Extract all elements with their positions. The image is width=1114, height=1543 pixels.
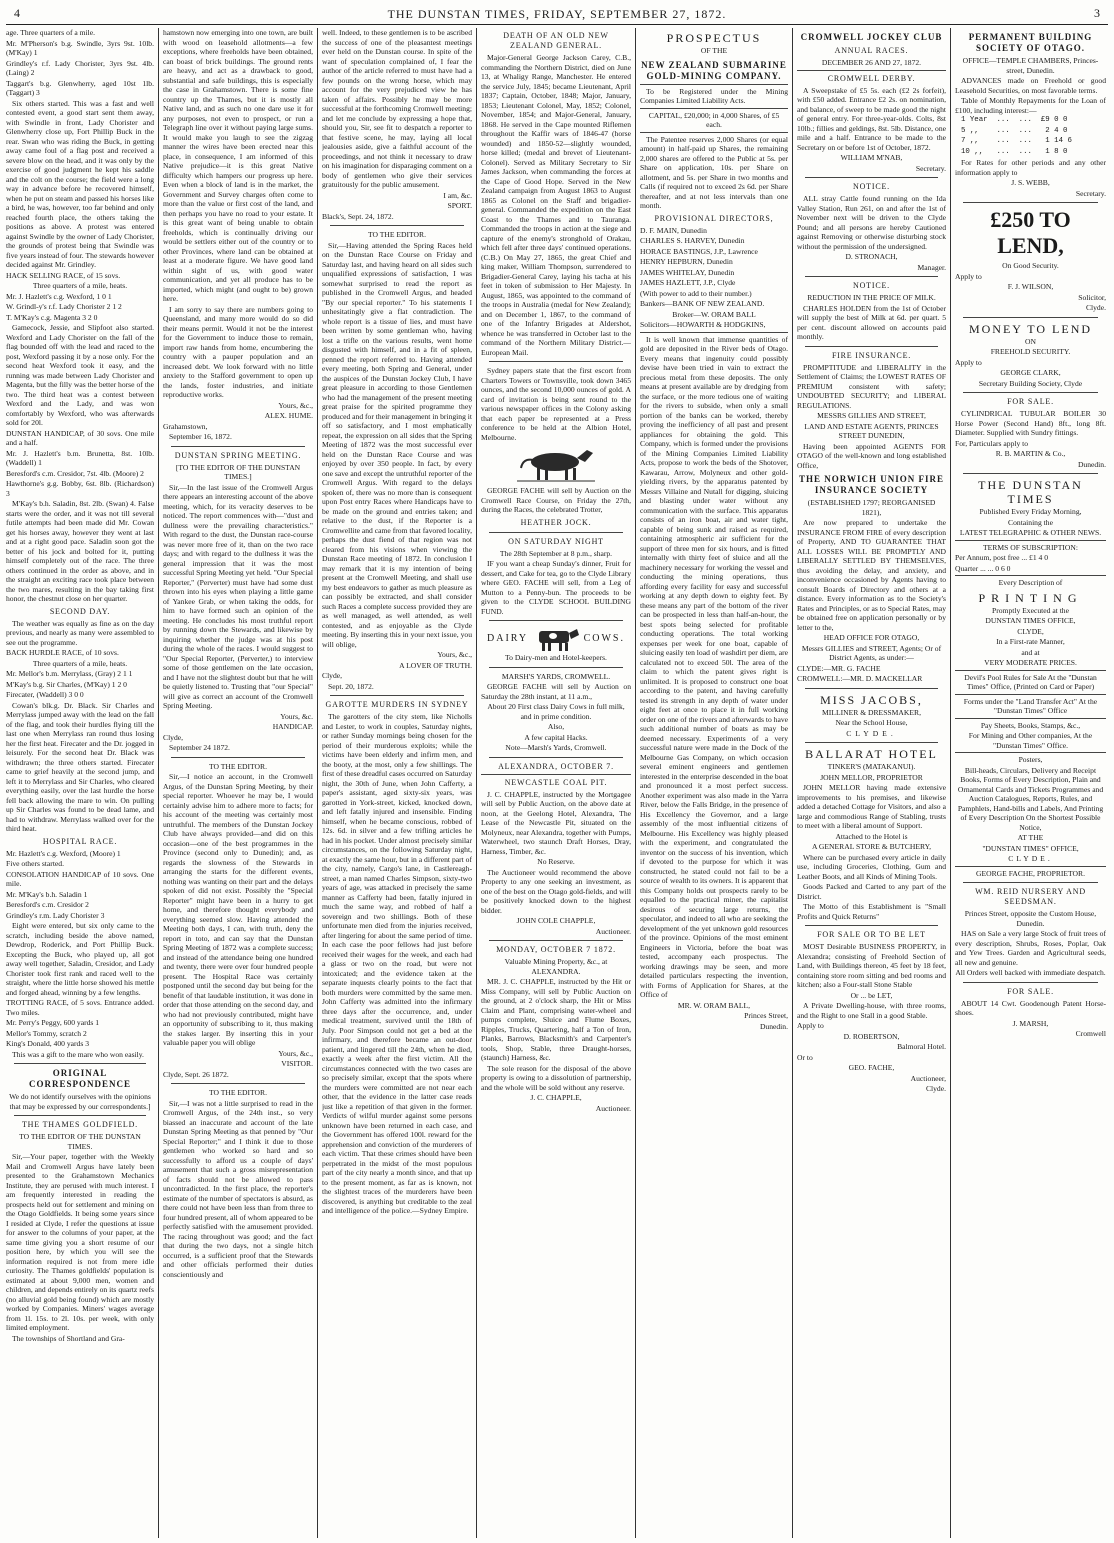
letter-body: I am sorry to say there are numbers going to Queensland, and many more would do so did their means permit. Would it not be the interest for the Government to induce those to remain, import raw hands from home, encumbering the country with a pauper population and an increased debt. We look forward with no little anxiety to the Stafford government to open up the lands, foster industries, and initiate reproductive works. — [163, 304, 313, 399]
divider — [955, 752, 1106, 753]
secretary-title: Secretary. — [915, 163, 946, 173]
column-rule — [476, 28, 477, 1538]
letter-sign: Yours, &c., — [437, 650, 472, 659]
race-entry: Mr. M'Kay's b.h. Saladin 1 — [6, 889, 88, 899]
ad-body: PROMPTITUDE and LIBERALITY in the Settlement of Claims; the LOWEST RATES OF PREMIUM consistent with safety; UNDOUBTED SECURITY; and LIBERAL REGULATIONS. — [797, 362, 946, 410]
divider — [171, 757, 305, 758]
divider — [489, 361, 623, 362]
subs-row: Quarter ... ... 0 6 0 — [955, 563, 1011, 573]
page-mark-right: 3 — [1094, 6, 1100, 20]
ad-heading: FOR SALE. — [1007, 986, 1054, 996]
agents-line: Messrs GILLIES and STREET, Agents; Or of District Agents, as under:— — [801, 643, 942, 662]
column-5 — [640, 28, 788, 1538]
divider — [14, 1063, 146, 1064]
divider — [805, 177, 938, 178]
subs-row: Per Annum, post free ... £1 4 0 — [955, 553, 1049, 562]
agent-item: CLYDE:—MR. G. FACHE — [797, 663, 881, 673]
divider — [805, 346, 938, 347]
text-line: age. Three quarters of a mile. — [6, 28, 96, 37]
letter-address: TO THE EDITOR. — [367, 230, 426, 239]
race-heading: BACK HURDLE RACE, of 10 sovs. — [6, 648, 119, 657]
section-heading: ORIGINAL CORRESPONDENCE — [28, 1068, 131, 1089]
contact-title: Solicitor, — [1078, 292, 1106, 302]
auction-item: Note—Marsh's Yards, Cromwell. — [505, 743, 607, 752]
director-item: D. F. MAIN, Dunedin — [640, 225, 707, 235]
letter-author: ALEX. HUME. — [264, 411, 313, 420]
contact-name: F. J. WILSON, — [1007, 282, 1054, 291]
ad-body: HAS on Sale a very large Stock of fruit trees of every description, Shrubs, Roses, Poplar, Oak and Yew Trees. Garden and Agricultural seeds, all new and genuine. — [955, 929, 1106, 967]
auctioneer-title: Auctioneer. — [595, 926, 631, 936]
horse-illustration-icon — [513, 444, 599, 484]
letter-date: Clyde, Sept. 26 1872. — [163, 1069, 229, 1079]
race-entry: Mellor's Tommy, scratch 2 — [6, 1028, 87, 1038]
masthead-rule — [6, 24, 1108, 25]
contact-place: Dunedin. — [1077, 459, 1106, 469]
divider — [805, 276, 938, 277]
prospectus-heading: PROSPECTUS — [666, 31, 762, 45]
divider — [955, 694, 1106, 695]
contact-name: GEORGE CLARK, — [1000, 368, 1061, 377]
article-heading: DEATH OF AN OLD NEW ZEALAND GENERAL. — [503, 31, 609, 50]
divider — [640, 108, 788, 109]
auctioneer-title: Auctioneer. — [595, 1103, 631, 1113]
director-item: CHARLES S. HARVEY, Dunedin — [640, 236, 745, 245]
race-heading: DUNSTAN HANDICAP, of 30 sovs. One mile and a half. — [6, 428, 154, 447]
ad-line: "DUNSTAN TIMES" OFFICE, — [982, 843, 1079, 853]
ad-place: CLYDE. — [846, 728, 897, 738]
race-entry: Beresford's c.m. Cresidor, 7st. 4lb. (Moore) 2 — [6, 468, 144, 478]
ad-heading: FIRE INSURANCE. — [831, 350, 912, 360]
letter-body: well. Indeed, to these gentlemen is to be ascribed the success of one of the pleasantest meetings ever held on the Dunstan course. In spite of the want of speculation complained of, I fear the author of the article referred to must have had a few pounds on the wrong horse, which may account for the very prejudiced view he has taken of affairs. Possibly he may be more successful at the forthcoming Cromwell meeting; and let me conclude by expressing a hope that, should you, Sir, see fit to despatch a reporter to that festive scene, he may, laying all local jealousies aside, give a faithful account of the proceedings, and not think it necessary to draw on his imagination for disparaging comment on a body of gentlemen who give their services gratuitously for the public amusement. — [322, 28, 472, 189]
ad-line: Promptly Executed at the — [992, 605, 1069, 615]
ad-body: Having been appointed AGENTS FOR OTAGO of the well-known and long established Office, — [797, 441, 946, 470]
letter-body: Sir,—In the last issue of the Cromwell Argus there appears an interesting account of the above meeting, which, for its veracity deserves to be noticed. The report commences with—"dust and dullness were the prevailing characteristics." With regard to the dust, the Dunstan race-course was never more free of it, than on the two race days; and with regard to the dullness it was the general impression that it was the most successful Spring Meeting yet held. "Our Special Reporter," (Perverter) must have had some dust thrown into his eyes when playing a little game of Yankee Grab, or when taking the odds, for him to have formed such an opinion of the meeting. He concludes his most truthful report by running down the Stewards, and likewise by inquiring whether the judge was at his post during the whole of the races. I would suggest to "Our Special Reporter, (Perverter,) to interview some of those gentlemen on the late occasion, and I have not the slightest doubt but that he will be quietly listened to. Trusting that "our Special" will give as correct an account of the Cromwell Spring Meeting. — [163, 482, 313, 710]
director-item: HENRY HEPBURN, Dunedin — [640, 257, 733, 266]
ad-body: Where can be purchased every article in daily use, including Groceries, Clothing, Gum and Leather Boots, and all Kinds of Mining Tools. — [797, 852, 946, 881]
contact-place: Clyde. — [925, 1084, 946, 1093]
ad-line: Attached to the Hotel is — [835, 831, 908, 841]
divider — [489, 667, 623, 668]
ad-line: Devil's Pool Rules for Sale At the "Dunstan Times" Office, (Printed on Card or Paper) — [964, 672, 1097, 691]
divider — [963, 473, 1098, 474]
notice-signer-title: Manager. — [917, 262, 946, 272]
letter-address: TO THE EDITOR OF THE DUNSTAN TIMES. — [19, 1132, 141, 1151]
page-mark-left: 4 — [14, 6, 20, 20]
notice-body: ALL stray Cattle found running on the Ida Valley Station, Run 261, on and after the 1st of November next will be driven to the Clyde Pound; and all persons are hereby Cautioned against Removing or otherwise disturbing stock without the permission of the undersigned. — [797, 194, 946, 251]
apply-line: Apply to — [955, 357, 982, 367]
race-entry: Beresford's c.m. Cresidor 2 — [6, 900, 89, 909]
auction-item: Also, — [547, 722, 565, 731]
auction-notice: The sole reason for the disposal of the above property is owing to a dissolution of partnership, and the whole will be sold without any reserve. — [481, 1063, 631, 1092]
divider — [963, 982, 1098, 983]
divider — [963, 392, 1098, 393]
cow-illustration-icon — [531, 625, 581, 653]
letter-heading: DUNSTAN SPRING MEETING. — [174, 450, 302, 460]
article-body: Sydney papers state that the first escort from Charters Towers or Townsville, took down 3465 ounces, and the second 10,000 ounces of gold. A card of invitation is being sent round to the various newspaper offices in the Colony asking that each paper be represented at a Press conference to be held at the Albion Hotel, Melbourne. — [481, 366, 631, 442]
ad-heading: PERMANENT BUILDING SOCIETY OF OTAGO. — [968, 32, 1093, 53]
divider — [963, 202, 1098, 203]
divider — [330, 225, 464, 226]
section-heading: HOSPITAL RACE. — [42, 836, 118, 846]
letter-body: Sir,—Having attended the Spring Races held on the Dunstan Race Course on Friday and Saturday last, and having heard on all sides such unqualified expressions of satisfaction, I was somewhat surprised to read the report as published in the Cromwell Argus, and headed "By our special reporter." To his statements I unhesitatingly give a flat contradiction. The whole report is a tissue of lies, and must have been written by some gentleman who, having lost a trifle on the various results, went home disgusted with himself, and in a fit of spleen, penned the report referred to. Having attended every meeting, both Spring and General, under the auspices of the Dunstan Jockey Club, I have great pleasure in according to those Gentlemen who had the management of the present meeting great praise for the spirited programme they produced and for their management in bringing it off so satisfactory, and I most emphatically repeat, the expression on all sides that the Spring Meeting of 1872 was the most successful ever held on the Dunstan Race Course and was enjoyed by over 350 people. In fact, by every one save and except the untruthful reporter of the Cromwell Argus. With regard to the delays spoken of, there was no more than is consequent upon Post entry Races where Handicaps have to be made on the ground and entries taken; and relative to the dust, if the Reporter is a Cromwellite and came from that favored locality, perhaps the dust fiend of that region was not cleared from his visions when viewing the Dunstan Race meeting of 1872. In conclusion I may remark that it is my intention of being present at the Cromwell Meeting, and shall use my best endeavors to gather as much pleasure as can possibly be extracted, and shall consider such Races a complete success provided they are as well managed, as well attended, as well contested, and as enjoyable as the Clyde meeting. By inserting this in your next issue, you will oblige, — [322, 240, 472, 649]
race-heading: TROTTING RACE, of 5 sovs. Entrance added. Two miles. — [6, 998, 154, 1017]
letter-address: TO THE EDITOR. — [208, 1088, 267, 1097]
director-item: JAMES HAZLETT, J.P., Clyde — [640, 278, 736, 287]
ad-body: ABOUT 14 Cwt. Goodenough Patent Horse-shoes. — [955, 998, 1106, 1017]
director-item: Bankers—BANK OF NEW ZEALAND. — [640, 299, 765, 308]
letter-sign: Yours, &c., — [278, 400, 313, 410]
article-body: Major-General George Jackson Carey, C.B., commanding the Northern District, died on June 13, at Whaligy Range, Manchester. He entered the service July, 1845; became Lieutenant, April 1837; Captain, October, 1848; Major, January, 1853; Lieutenant Colonel, May, 1852; Colonel, November, 1854; and Major-General, January, 1868. He served in the Cape mounted Riflemen throughout the Kaffir wars of 1846-47 (horse wounded) and 1850-52—slightly wounded, horse killed; (medal and brevet of Lieutenant-Colonel). Served as Military Secretary to Sir James Jackson, when commanding the forces at the Cape of Good Hope. Served in the New Zealand campaign from August 1863 to August 1865 as Colonel on the Staff and brigadier-general. Commanded the expedition on the East Coast to the Thames and to Tauranga. Commanded the troops in action at the siege and capture of the enemy's stronghold of Orakau, which fell after three days' continued operations. (C.B.) On May 27, 1865, the great Chief and king maker, William Thompson, surrendered to Brigadier-General Carey, laying his tacha at his feet in token of submission to Her Majesty. In August, 1865, was appointed to the command of the troops in Australia (medal for New Zealand); and on December 1, 1867, to the command of one of the Infantry Brigades at Aldershot, whence he was transferred in October last to the command of the Northern Military District.—European Mail. — [481, 53, 631, 357]
auction-notice: J. C. CHAPPLE, instructed by the Mortgagee will sell by Public Auction, on the above date at noon, at the Geelong Hotel, Alexandra, The Lease of the Newcastle Pit, situated on the Molyneux, near Alexandra, together with Pumps, Waterwheel, two staunch Draft Horses, Dray, Harness, Timber, &c. — [481, 789, 631, 856]
ad-heading: MONDAY, OCTOBER 7 1872. — [496, 945, 616, 954]
agent-name: MESSRS GILLIES AND STREET, — [817, 411, 926, 420]
letter-body: Sir,—I was not a little surprised to read in the Cromwell Argus, of the 24th inst., so very biassed an inaccurate and account of the late Dunstan Spring Meeting as that penned by "Our Special Reporter;" and I think it due to those gentlemen who worked so hard and so successfully to afford us a couple of days' amusement that such a gross misrepresentation of facts should not be allowed to pass uncontradicted. In the first place, the reporter's estimate of the number of spectators is absurd, as there could not have been less than from three to four hundred present, all of whom appeared to be perfectly satisfied with the amusement provided. The racing throughout was good; and the fact that during the two days, not a single hitch occurred, is a sufficient proof that the Stewards and other officials performed their duties conscientiously and — [163, 1098, 313, 1279]
ad-location: Princes Street, opposite the Custom House, Dunedin. — [964, 909, 1097, 928]
letter-address: TO THE EDITOR. — [208, 761, 267, 771]
divider — [955, 575, 1106, 576]
contact-title: Secretary. — [1075, 188, 1106, 198]
race-report: Cowan's blk.g. Dr. Black. Sir Charles and Merrylass jumped away with the lead on the fall of the flag, and took their hurdles flying till the last one when Merrylass ran round thus losing her the first heat. Firecater and the Dr. jogged in leisurely. For the second heat Dr. Black was withdrawn; the three others started. Firecater came to grief heavily at the second jump, and left it to Merrylass and Sir Charles, who cleared everything easily, over the last hurdle the horse fell back allowing the mare to win. On pulling up Sir Charles was found to be dead lame, and had to withdraw. Merrylass walked over for the third heat. — [6, 700, 154, 833]
office-street: Princes Street, — [744, 1011, 788, 1020]
director-item: Solicitors—HOWARTH & HODGKINS, — [640, 320, 766, 329]
divider — [489, 757, 623, 758]
ad-line: DUNSTAN TIMES OFFICE, — [985, 616, 1076, 625]
notice-signer: D. STRONACH, — [845, 252, 898, 261]
divider — [489, 532, 623, 533]
ad-body: A Private Dwelling-house, with three rooms, and the Right to one Stall in a good Stable. — [797, 1001, 946, 1020]
auction-notice: GEORGE FACHE will sell by Auction on the Cromwell Race Course, on Friday the 27th, during the Races, the celebrated Trotter, — [481, 486, 631, 514]
ad-body: Bill-heads, Circulars, Delivery and Receipt Books, Forms of Every Description, Plain and Ornamental Cards and Tickets Programmes and Auction Catalogues, Reports, Rules, and Pamphlets, Hand-bills and Labels, And Printing of Every Description On the Shortest Possible Notice, — [957, 765, 1104, 832]
ad-subheading: MILLINER & DRESSMAKER, — [822, 707, 921, 717]
ad-line: CLYDE, — [1017, 626, 1044, 636]
column-7 — [955, 28, 1106, 1538]
contact-place: Clyde. — [1085, 303, 1106, 312]
ad-heading: FOR SALE. — [1007, 397, 1054, 406]
race-report: Gamecock, Jessie, and Slipfoot also started. Wexford and Lady Chorister on the fall of the flag bounded off with the lead and raced to the post, Wexford passing it by a nose only. For the second heat Wexford took it easy, and the running was made between Lady Chorister and Magenta, but the filly was the better horse of the two. The third heat was a contest between Wexford and the Lady, and was won comfortably by Wexford, who was afterwards sold for 20l. — [6, 323, 154, 427]
race-report: M'Kay's b.h. Saladin, 8st. 2lb. (Swan) 4. False starts were the order, and it was not till several futile attempts had been made did Mr. Cowan get his horses away, however they went at last and at a right good pace. Saladin soon got the better of his jock and bolted for it, putting himself completely out of the race. The three others continued in the order as above, and in the straight an exciting race took place between the two mares, resulting in the bay taking first honor, the chestnut close on her quarter. — [6, 499, 154, 603]
letter-body: Sir,—I notice an account, in the Cromwell Argus, of the Dunstan Spring Meeting, by their special reporter. Whoever he may be, I would certainly advise him to adhere more to facts; for his account of the meeting was certainly most untruthful. The members of the Dunstan Jockey Club have always provided—and did on this occasion—one of the best programmes in the Province (second only to Dunedin); and, as regards the slowness of the Stewards in arranging the starts for the different events, nothing was wanting on their part and the delays spoken of did not exist. Possibly the "Special Reporter" might have been in a hurry to get home, and therefore thought everybody and everything seemed slow. Having attended the Meeting both days, I can, with truth, deny the report in toto, and can say that the Dunstan Spring Meeting of 1872 was a complete success; and instead of the attendance being one hundred and twenty, there were over four hundred people present. The Hospital Race was certainly postponed until the second day but being for the benefit of that laudable institution, it was done in order that those attending on the second day, and who had not previously contributed, might have an opportunity of subscribing to it, thus making the stakes larger. By inserting this in your valuable paper you will oblige — [163, 772, 313, 1047]
auctioneer-name: J. C. CHAPPLE, — [530, 1093, 582, 1102]
race-entry: King's Donald, 400 yards 3 — [6, 1039, 89, 1048]
ad-subheading: A GENERAL STORE & BUTCHERY, — [811, 842, 932, 851]
divider — [805, 742, 938, 743]
race-entry: W. Grindl-y's r.f. Lady Chorister 2 1 2 — [6, 302, 122, 311]
ad-line: Forms under the "Land Transfer Act" At the "Dunstan Times" Office — [963, 696, 1098, 715]
letter-date: September 24 1872. — [169, 743, 230, 752]
race-entry: Taggart's b.g. Glenwherry, aged 10st 1lb. (Taggart) 3 — [6, 78, 154, 97]
race-report: Eight were entered, but six only came to the scratch, including beside the above named, Dewdrop, Roderick, and Port Phillip Buck. Excepting the Buck, who played up, all got away well together, Saladin, Cresidor, and Lady Chorister took first rank and raced well to the straight, where the little horse showed his mettle and forged ahead, winning by a few lengths. — [6, 921, 154, 997]
prospectus-text: To be Registered under the Mining Companies Limited Liability Acts. — [640, 86, 788, 105]
ad-subheading: ANNUAL RACES. — [834, 46, 909, 55]
race-subheading: Three quarters of a mile, heats. — [32, 658, 128, 668]
ad-subheading: TINKER'S (MATAKANUI). — [827, 762, 916, 771]
contact-place: Balmoral Hotel. — [897, 1042, 946, 1051]
ad-body: For Rates for other periods and any other information apply to — [955, 158, 1106, 177]
ad-subheading: On Good Security. — [1002, 261, 1059, 270]
auctioneer-name: JOHN COLE CHAPPLE, — [516, 916, 596, 925]
paragraph: This was a gift to the mare who won easily. — [12, 1049, 144, 1059]
divider — [489, 940, 623, 941]
table-heading: Table of Monthly Repayments for the Loan of £100, including interest:— — [955, 96, 1106, 115]
ad-body: ADVANCES made on Freehold or good Leasehold Securities, on most favorable terms. — [955, 76, 1106, 95]
ad-heading: THE NORWICH UNION FIRE INSURANCE SOCIETY — [799, 474, 944, 495]
ad-line: LATEST TELEGRAPHIC & OTHER NEWS. — [959, 528, 1102, 537]
ad-line: All Orders well backed with immediate despatch. — [955, 968, 1106, 977]
ad-line: AT THE — [1017, 833, 1044, 842]
race-entry: Mr. J. Hazlett's c.g. Wexford, 1 0 1 — [6, 291, 112, 301]
race-entry: Mr. J. Hazlett's b.m. Brunetta, 8st. 10lb. (Waddell) 1 — [6, 448, 154, 467]
race-entry: T. M'Kay's c.g. Magenta 3 2 0 — [6, 312, 98, 322]
divider — [489, 620, 623, 621]
letter-author: VISITOR. — [281, 1059, 313, 1068]
cows-label: COWS. — [583, 633, 625, 645]
secretary-name: WILLIAM M'NAB, — [840, 153, 903, 162]
ad-body: JOHN MELLOR having made extensive improvements to his premises, and likewise added a detached Cottage for Visitors, and also a large and commodious Range of Stabling, trusts to meet with a liberal amount of Support. — [797, 783, 946, 830]
apply-line: For, Particulars apply to — [955, 438, 1029, 448]
race-name: CROMWELL DERBY. — [827, 73, 916, 83]
ad-subheading: (ESTABLISHED 1797; REORGANISED 1821), — [807, 498, 936, 517]
column-2 — [163, 28, 313, 1538]
prospectus-of: OF THE — [700, 46, 728, 55]
column-rule — [158, 28, 159, 1538]
contact-place: Cromwell — [1075, 1029, 1106, 1038]
ad-line: In a First-rate Manner, — [996, 637, 1065, 646]
letter-place: Clyde, — [163, 732, 184, 742]
ad-line: Or ... be LET, — [850, 990, 893, 1000]
proprietor-line: JOHN MELLOR, PROPRIETOR — [820, 772, 923, 782]
newspaper-ad-heading: THE DUNSTAN TIMES — [978, 478, 1083, 506]
column-1 — [6, 28, 154, 1538]
columns — [6, 28, 1108, 1538]
ad-heading: MONEY TO LEND — [968, 321, 1093, 336]
ad-body: Are now prepared to undertake the INSURANCE FROM FIRE of every description of Property, AND TO GUARANTEE THAT ALL LOSSES WILL BE PROMPTLY AND LIBERALLY SETTLED BY THEMSELVES, thus avoiding the delay, and anxiety, and inconvenience occasioned by Agents having to consult Boards of Directory and others at a distance. Every information as to the Society's Rates and Principles, or as to Special Rates, may be obtained free on application personally or by letter to the, — [797, 518, 946, 632]
divider — [330, 695, 464, 696]
divider — [963, 882, 1098, 883]
ad-location: Near the School House, — [835, 718, 908, 727]
section-heading: SECOND DAY. — [49, 606, 111, 616]
race-entry: Five others started. — [6, 859, 64, 868]
dairy-label: DAIRY — [487, 633, 529, 645]
ad-line: CLYDE. — [1008, 854, 1053, 863]
divider — [640, 84, 788, 85]
letter-date: Black's, Sept. 24, 1872. — [322, 211, 394, 221]
office-line: OFFICE—TEMPLE CHAMBERS, Princes-street, Dunedin. — [962, 56, 1099, 75]
letter-body: Sir,—Your paper, together with the Weekly Mail and Cromwell Argus have lately been presented to the Grahamstown Mechanics Institute, they are perused with much interest. I am frequently interested in reading the prospects held out for settlement and mining on the Otago Goldfields. It being some years since I resided at Clyde, I refer the questions at issue for answer to the columns of your paper, at the same time giving you a short resume of our position here, by which you will see the information required is not from mere idle curiosity. The Thames goldfields' population is estimated at about 9,000 men, women and children, and depends entirely on its quartz reefs (no alluvial gold being found) which are mostly worked by Companies. Miners' wages average from 1l. 15s. to 2l. 10s. per week, with only limited employment. — [6, 1152, 154, 1332]
divider — [963, 317, 1098, 318]
column-rule — [317, 28, 318, 1538]
race-entry: Mr. M'Pherson's b.g. Swindle, 3yrs 9st. 10lb. (M'Kay) 1 — [6, 38, 154, 57]
repayment-row: 1 Year ... ... £9 0 0 — [961, 116, 1068, 124]
column-6 — [797, 28, 946, 1538]
ad-location: MARSH'S YARDS, CROMWELL. — [501, 671, 611, 681]
office-city: Dunedin. — [759, 1021, 788, 1031]
race-entry: Mr. Mellor's b.m. Merrylass, (Gray) 2 1 1 — [6, 669, 133, 678]
divider — [955, 866, 1106, 867]
ad-subheading: FREEHOLD SECURITY. — [990, 347, 1071, 356]
directors-heading: PROVISIONAL DIRECTORS, — [654, 213, 774, 223]
ad-subheading: To Dairy-men and Hotel-keepers. — [505, 653, 607, 662]
repayment-row: 5 ,, ... ... 2 4 0 — [961, 126, 1068, 135]
notice-subheading: REDUCTION IN THE PRICE OF MILK. — [807, 293, 936, 302]
divider — [640, 332, 788, 333]
contact-name: D. ROBERTSON, — [843, 1031, 900, 1041]
notice-body: CHARLES HOLDEN from the 1st of October will supply the best of Milk at 6d. per quart. 5 per cent. discount allowed on accounts paid monthly. — [797, 303, 946, 341]
auction-notice: GEORGE FACHE will sell by Auction on Saturday the 28th instant, at 11 a.m., — [481, 682, 631, 701]
ad-heading: BALLARAT HOTEL — [805, 747, 938, 761]
column-rule — [950, 28, 951, 1538]
letter-address: [TO THE EDITOR OF THE DUNSTAN TIMES.] — [175, 462, 301, 481]
auction-item: About 20 First class Dairy Cows in full milk, and in prime condition. — [487, 702, 625, 721]
race-entry: Mr. Hazlett's c.g. Wexford, (Moore) 1 — [6, 848, 121, 858]
letter-body: hamstown now emerging into one town, are built with wood on leasehold allotments—a few exceptions, where freeholds have been obtained, can boast of brick buildings. The ground rents are heavy, and act as a drawback to good, substantial and safe buildings, this is especially the case in Grahamstown. There is some fine country up the Thames, but it is mostly all Native land, and as such no one dare use it for any purposes, not even to prospect, or run a Telegraph line over it without paying large sums. It would make you laugh to see the zigzag manner the wires have been erected near this place, in consequence, I am informed of this Native prejudice—it is this great Native difficulty which hampers our progress up here. Even when a block of land is in the market, the Government and Survey charges often come to more than the value or first cost of the land, and then perhaps you have no road to your estate. It is this great want of being unable to obtain freeholds, which is continually driving our would be settlers either out of the country or to other Provinces, where land can be obtained at least at a moderate figure. We have good land within sight of us, with good water communication, and yet all produce has to be imported, which might (and ought to be) grown here. — [163, 28, 313, 303]
contact-name: GEO. FACHE, — [848, 1063, 895, 1072]
dairy-cows-banner — [481, 625, 631, 653]
letter-place: Clyde, — [322, 671, 343, 680]
letter-author: HANDICAP. — [272, 722, 313, 731]
office-name: MR. W. ORAM BALL, — [677, 1000, 751, 1010]
ad-heading: WM. REID NURSERY AND SEEDSMAN. — [975, 887, 1086, 906]
printing-heading: PRINTING — [978, 590, 1083, 605]
contact-title: Secretary Building Society, Clyde — [978, 378, 1083, 388]
letter-sign: Yours, &c., — [278, 1048, 313, 1058]
money-heading: £250 TO LEND, — [990, 207, 1071, 258]
office-heading: HEAD OFFICE FOR OTAGO, — [823, 633, 920, 642]
director-item: HORACE BASTINGS, J.P., Lawrence — [640, 246, 758, 256]
contact-name: J. MARSH, — [1012, 1018, 1049, 1028]
auction-item: A few capital Hacks. — [524, 732, 588, 742]
notice-heading: NOTICE. — [853, 281, 890, 290]
divider — [797, 70, 946, 71]
repayment-row: 10 ,, ... ... 1 8 0 — [961, 147, 1068, 156]
company-name: NEW ZEALAND SUBMARINE GOLD-MINING COMPANY. — [641, 59, 787, 81]
repayment-row: 7 ,, ... ... 1 14 6 — [961, 137, 1072, 145]
race-entry: Mr. Perry's Peggy, 600 yards 1 — [6, 1018, 100, 1027]
race-entry: Grindley's r.f. Lady Chorister, 3yrs 9st. 4lb. (Laing) 2 — [6, 58, 154, 77]
divider — [805, 925, 938, 926]
apply-line: Apply to — [797, 1021, 824, 1030]
letter-author: SPORT. — [447, 201, 472, 210]
proprietor-line: GEORGE FACHE, PROPRIETOR. — [976, 868, 1085, 878]
race-entry: Firecater, (Waddell) 3 0 0 — [6, 690, 84, 699]
race-conditions: A Sweepstake of £5 5s. each (£2 2s forfeit), with £50 added. Entrance £2 2s. on nomination, and balance, of sweep to be made good the night of general entry. For three-year-olds. Colts, 8st 10lb.; fillies and geldings, 8st. 5lb. Distance, one mile and a half. Entrance to be made to the Secretary on or before 1st of October, 1872. — [797, 85, 946, 152]
letter-place: Grahamstown, — [163, 421, 208, 431]
ad-line: ON — [1025, 336, 1036, 346]
race-subheading: Three quarters of a mile, heats. — [32, 281, 128, 290]
horse-name: HEATHER JOCK. — [520, 517, 592, 527]
ad-line: Pay Sheets, Books, Stamps, &c., — [980, 720, 1081, 730]
prospectus-text: The Patentee reserves 2,000 Shares (or equal amount) in half-paid up Shares, the remaining 2,000 shares are offered to the Public at 5s. per Share on application, 10s. per Share on allotment, and 5s. per Share in two months and Calls (if required not to exceed 2s 6d. per Share thereafter, and at not less intervals than one month. — [640, 134, 788, 210]
ad-line: For Mining and Other companies, At the "Dunstan Times" Office. — [968, 731, 1093, 750]
ad-body: MOST Desirable BUSINESS PROPERTY, in Alexandra; consisting of Freehold Section of Land, with Buildings thereon, 45 feet by 18 feet, containing store room sitting and bed rooms and kitchen; also a Four-stall Stone Stable — [797, 942, 946, 989]
director-item: (With power to add to their number.) — [640, 288, 752, 298]
letter-date: Sept. 20, 1872. — [328, 681, 374, 691]
letter-sign: Yours, &c. — [280, 711, 313, 721]
ad-heading: ON SATURDAY NIGHT — [508, 536, 604, 546]
contact-name: R. B. MARTIN & Co., — [995, 449, 1066, 458]
letter-author: A LOVER OF TRUTH. — [399, 660, 472, 670]
prospectus-text: It is well known that immense quantities of gold are deposited in the River beds of Otago. Every means that ingenuity could possibly devise have been tried in vain to extract the precious metal from these deposits. The only means at present available are by dredging from the surface, or the more tedious one of waiting for the rivers to subside, when only a small portion of the banks can be worked, thereby proving the inefficiency of all past and present appliances for obtaining the gold. This Company, which is formed under the provisions of the Mining Companies Limited Liability Acts, propose to work the beds of the Shotover, Kawarau, Arrow, Molyneux and other gold-yielding rivers, by the apparatus patented by Messrs Villaine and Nutall for digging, sluicing and blasting under water without any communication with the surface. This apparatus consists of an iron boat, air and water tight, capable of being sunk and raised as required, containing atmospheric air sufficient for the support of three men for six hours, and is fitted internally with thirty feet of sluice and all the machinery necessary for working the vessel and conducting the mining operations, thus affording every facility for easy and successful working at any depth down to eighty feet. By these means any part of the bottom of the river can be prospected in less than half-an-hour, the best spots being selected for profitable conducting operations. The total working expenses per week for one boat, capable of sluicing easily ten load of washdirt per diem, are calculated not to exceed 50l. The area of the claim to which the patent gives right is unlimited. It is proposed to construct one boat according to the patent, and having carefully tested its strength in any depth of water under eight feet at once to place it in full working order on one of the rivers and afterwards to have such additional number of boats as may be deemed necessary. Experiments of a very successful nature were made in the Dock of the Melbourne Gas Company, on which occasion several eminent engineers and gentlemen interested in the enterprise descended in the boat and pronounced it a most perfect success. Another experiment was also made in the Yarra River, below the Falls Bridge, in the presence of His Excellency the Governor, and a large assembly of the most influential citizens of Melbourne. His Excellency was highly pleased with the experiment, and congratulated the inventor on the success of his invention, which if devoted to the purpose for which it was constructed, he stated could not fail to be a source of wealth to its owners. It is apparent that this Company holds out prospects rarely to be equalled to the practical miner, the capitalist desirous of securing large returns, the speculator, and indeed to all who are seeking the development of the yet unknown gold resources of the province. Opinions of the most eminent Engineers in Victoria, before the boat was tested, accompany each prospectus. The working drawings may be seen, and more detailed particulars respecting the invention, with Forms of Application for Shares, at the Office of — [640, 334, 788, 999]
race-report: Six others started. This was a fast and well contested event, a good start sent them away, with Swindle in front, Lady Chorister and Glenwherry close up, Fort Phillip Buck in the rear. Swan who was riding the Buck, in getting away came foul of a flag post and received a severe blow on the head, and it was only by the exercise of good judgment he kept his saddle and the colt on the course; the field were a long way in advance before he recovered himself, when he put on steam and passed his horses like a bird, he was, however, too far behind and only reached fourth place, the others taking the positions as above. A protest was entered against Swindle by the owner of Lady Chorister, the grounds of protest being that Swindle was five years instead of four. The stewards however decided against Mr. Grindley. — [6, 98, 154, 269]
paragraph: The weather was equally as fine as on the day previous, and nearly as many were assembled to see out the programme. — [6, 618, 154, 647]
divider — [171, 1083, 305, 1084]
article-body: The garotters of the city stem, like Nicholls and Lester, to work in couples, Saturday nights, or rather Sunday mornings being chosen for the period of their murderous exploits; while the victims have been elderly and infirm men, and the booty, at the most, only a few shillings. The first of these dreadful cases occurred on Saturday night, the 30th of June, when John Cafferty, a paper's assistant, aged sixty-six years, was garotted in York-street, kicked, knocked down, and left fatally injured and insensible. Finding himself, when he became conscious, robbed of 12s. 6d. in silver and a few trifling articles he had in his pocket. Under almost precisely similar circumstances, on the following Saturday night, at exactly the same hour, but in a different part of the city, namely, Cargo's lane, in Castlereagh-street, a man named Charles Simpson, sixty-two years of age, was attacked in precisely the same manner as Cafferty had been, fatally injured in much the same way, and robbed of half a sovereign and two shillings. Both of these unfortunate men died from the injuries received, after lingering for about the same period of time. In each case the poor fellows had just before received their wages for the week, and each had a glass or two on the road, but were not intoxicated; and the evidence taken at the separate inquests clearly points to the fact that both murders were committed by the same men. John Cafferty was admitted into the infirmary three days after the occurrence, and, under medical treatment, survived until the 18th of July. Poor Simpson could not get a bed at the infirmary, and therefore became an out-door patient, and lingered till the 24th, when he died, exactly a week after the first victim. All the circumstances connected with the two cases are so precisely similar, except that the spots where the murders were committed are not near each other, that the evidence in the latter case reads just like a repetition of that given in the former. Verdicts of wilful murder against some persons unknown have been returned in each case, and the Government has offered 100l. reward for the apprehension and conviction of the murderers of each victim. That these crimes should have been perpetrated in the midst of the most populous part of the city nearly a month since, and that up to the present moment, as far as is known, not the slightest traces of the murderers have been discovered, is anything but creditable to the zeal and intelligence of the police.—Sydney Empire. — [322, 712, 472, 1215]
ad-heading: NEWCASTLE COAL PIT. — [504, 777, 608, 787]
ad-line: Every Description of — [998, 578, 1063, 587]
ad-subheading: Valuable Mining Property, &c., at ALEXANDRA. — [504, 957, 608, 976]
divider — [955, 540, 1106, 541]
apply-line: Or to — [797, 1052, 813, 1062]
race-entry: Grindley's r.m. Lady Chorister 3 — [6, 910, 105, 920]
ad-body: Goods Packed and Carted to any part of the District. — [797, 882, 946, 901]
ad-body: CYLINDRICAL TUBULAR BOILER 30 Horse Power (Second Hand) 8ft., long 8ft. Diameter. Supplied with Sundry fittings. — [955, 409, 1106, 437]
divider — [640, 132, 788, 133]
auction-notice: MR. J. C. CHAPPLE, instructed by the Hit or Miss Company, will sell by Public Auction on the ground, at 2 o'clock sharp, the Hit or Miss Claim and Plant, comprising water-wheel and pumps complete, Sluice and Flume Boxes, Ripples, Trucks, Quartering, half a Ton of Iron, Planks, Barrows, Blacksmith's and Carpenter's tools, Shop, Stable, three Draught-horses, (staunch) Harness, &c. — [481, 977, 631, 1062]
apply-line: Apply to — [955, 271, 982, 281]
column-rule — [635, 28, 636, 1538]
director-item: JAMES WHITELAY, Dunedin — [640, 267, 735, 277]
divider — [805, 688, 938, 689]
ad-line: Containing the — [1008, 517, 1053, 527]
column-rule — [792, 28, 793, 1538]
ad-heading: ALEXANDRA, OCTOBER 7. — [498, 761, 614, 771]
divider — [14, 1115, 146, 1116]
contact-name: J. S. WEBB, — [1011, 178, 1050, 187]
ad-heading: MISS JACOBS, — [820, 692, 923, 707]
ad-line: Posters, — [1018, 755, 1043, 764]
race-entry: M'Kay's b.g. Sir Charles, (M'Kay) 1 2 0 — [6, 679, 127, 689]
letter-date: September 16, 1872. — [169, 432, 232, 441]
column-4 — [481, 28, 631, 1538]
letter-heading: THE THAMES GOLDFIELD. — [22, 1120, 138, 1129]
auction-notice: The Auctioneer would recommend the above Property to any one seeking an investment, as one of the best on the Otago gold-fields, and will be positively knocked down to the highest bidder. — [481, 867, 631, 915]
subs-heading: TERMS OF SUBSCRIPTION: — [983, 542, 1078, 552]
letter-body: The townships of Shortland and Gra- — [12, 1333, 125, 1343]
ad-body: IF you want a cheap Sunday's dinner, Fruit for dessert, and Cake for tea, go to the Clyde Library where GEO. FACHE will sell, from a Leg of Mutton to a Penny-bun. The proceeds to be given to the CLYDE SCHOOL BUILDING FUND. — [481, 559, 631, 616]
column-3 — [322, 28, 472, 1538]
race-entry: Hawthorne's g.g. Bobby, 6st. 8lb. (Richardson) 3 — [6, 479, 154, 498]
ad-heading: FOR SALE OR TO BE LET — [817, 930, 926, 939]
notice-heading: NOTICE. — [853, 182, 890, 191]
director-item: Broker—W. ORAM BALL — [672, 309, 756, 319]
ad-heading: CROMWELL JOCKEY CLUB — [800, 32, 943, 42]
race-dates: DECEMBER 26 AND 27, 1872. — [821, 58, 922, 67]
divider — [481, 774, 631, 775]
race-heading: HACK SELLING RACE, of 15 sovs. — [6, 270, 121, 280]
capital-line: CAPITAL, £20,000; in 4,000 Shares, of £5 each. — [648, 110, 780, 129]
masthead-title: THE DUNSTAN TIMES, FRIDAY, SEPTEMBER 27, 1872. — [387, 7, 727, 21]
contact-title: Auctioneer, — [910, 1073, 946, 1083]
divider — [955, 670, 1106, 671]
article-heading: GAROTTE MURDERS IN SYDNEY — [325, 700, 469, 709]
agent-item: CROMWELL:—MR. D. MACKELLAR — [797, 674, 923, 683]
divider — [171, 446, 305, 447]
agent-sub: LAND AND ESTATE AGENTS, PRINCES STREET DUNEDIN, — [804, 421, 939, 440]
ad-line: VERY MODERATE PRICES. — [984, 658, 1077, 667]
ad-body: The Motto of this Establishment is "Small Profits and Quick Returns" — [797, 902, 946, 921]
ad-line: and at — [1021, 647, 1040, 657]
race-heading: CONSOLATION HANDICAP of 10 sovs. One mile. — [6, 869, 154, 888]
editor-note: We do not identify ourselves with the opinions that may be expressed by our correspondents.] — [9, 1092, 151, 1111]
ad-subheading: The 28th September at 8 p.m., sharp. — [499, 548, 613, 558]
letter-sign: I am, &c. — [443, 190, 472, 200]
no-reserve: No Reserve. — [537, 857, 575, 866]
ad-line: Published Every Friday Morning, — [979, 507, 1082, 516]
divider — [955, 718, 1106, 719]
